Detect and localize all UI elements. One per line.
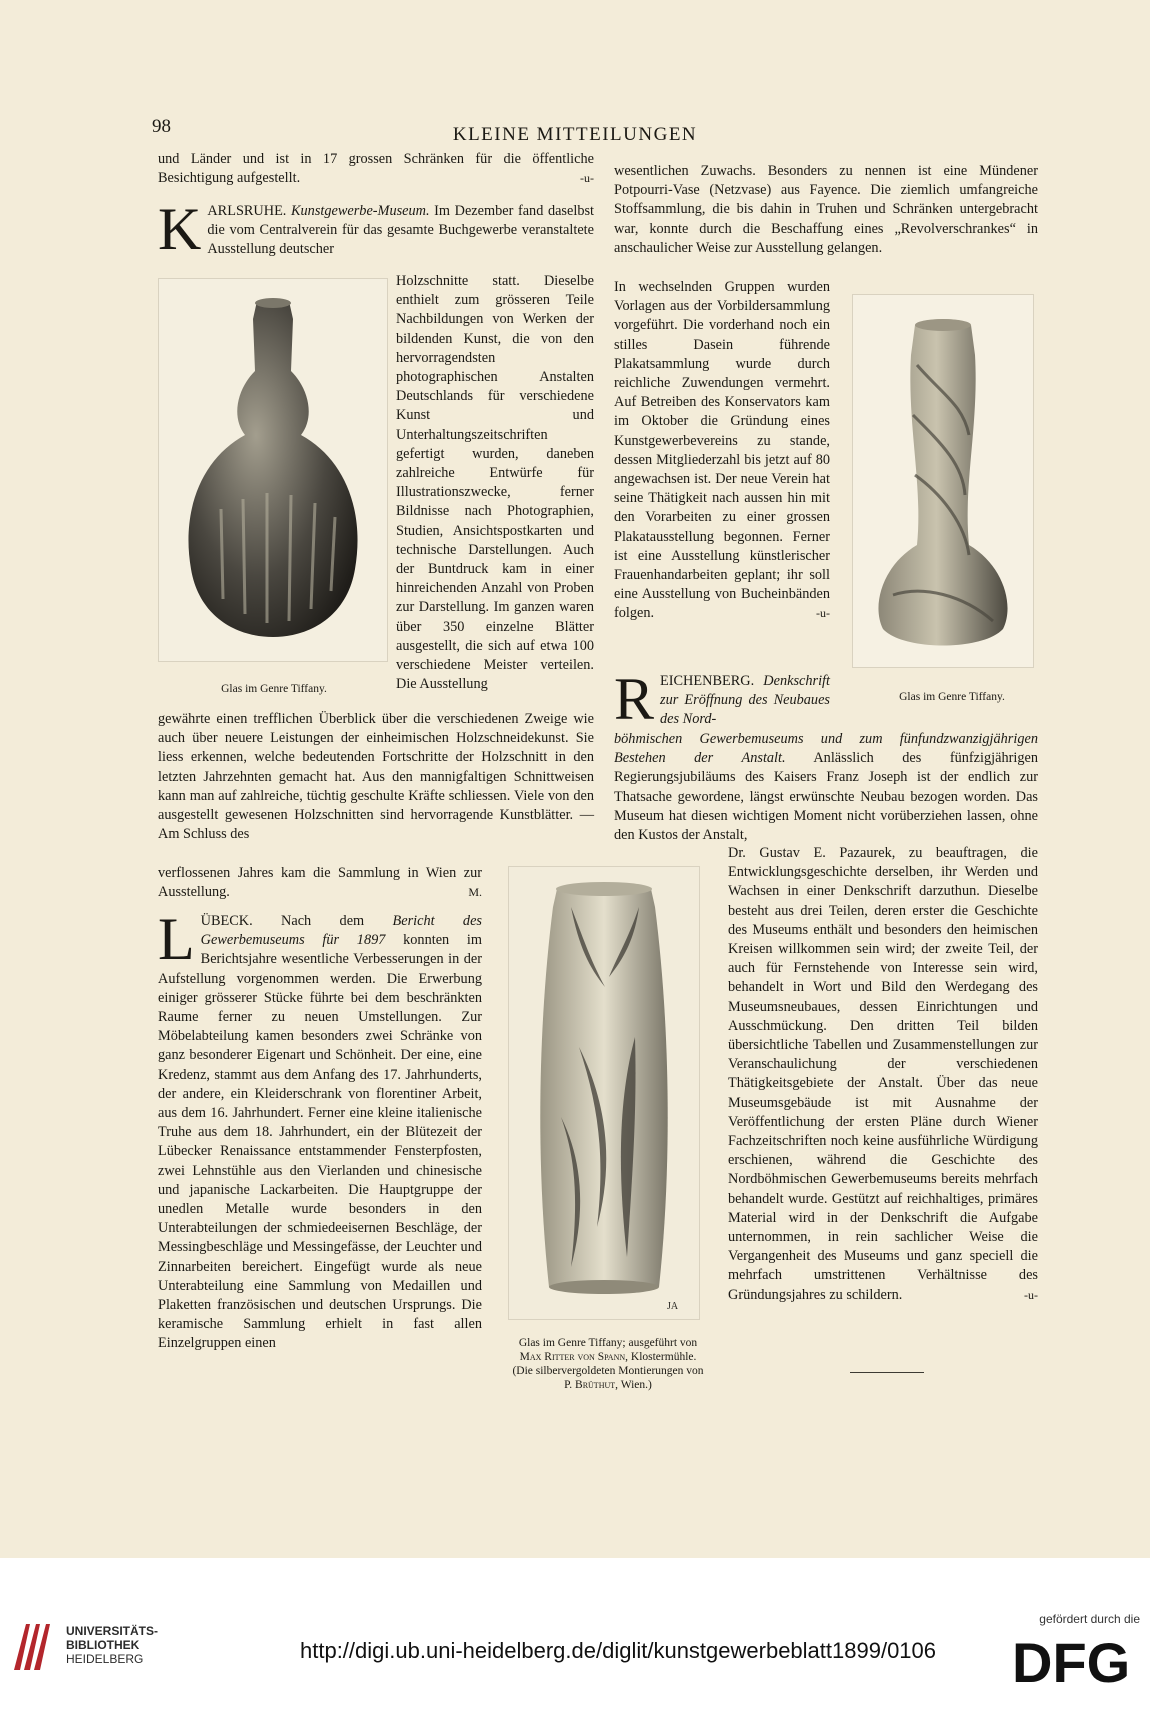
right-text-2: In wechselnden Gruppen wurden Vorlagen aus der Vorbildersammlung vorgeführt. Die vorderhand noch ein stilles Dasein führende Plakatsammlung wurde durch reichliche Zuwendungen vermehrt. Auf Betreiben des Konservators kam im Oktober die Gründung eines Kunstgewerbevereins zu stande, dessen Mitgliederzahl bis jetzt auf 80 angewachsen ist. Der neue Verein hat seine Thätigkeit nach aussen hin mit den Vorarbeiten zu einer grossen Plakatausstellung begonnen. Ferner ist eine Ausstellung künstlerischer Frauenhandarbeiten geplant; ihr soll eine Ausstellung von Bucheinbänden folgen.	[614, 279, 830, 622]
figure-2-caption: Glas im Genre Tiffany.	[899, 691, 1005, 703]
library-line-3: HEIDELBERG	[66, 1652, 144, 1666]
reichenberg-text-a: Anlässlich des fünfzigjährigen Regierungsjubiläums des Kaisers Franz Joseph ist der endlich zur Thatsache gewordene, längst erwünschte Neubau bezogen worden. Das Museum hat diesen wichtigen Moment nicht vorüberziehen lassen, ohne den Kustos der Anstalt,	[614, 750, 1038, 844]
end-rule	[850, 1372, 924, 1373]
figure-3-caption-b: Max Ritter von Spann,	[519, 1351, 629, 1363]
reichenberg-signature: -u-	[1024, 1287, 1038, 1302]
reichenberg-title-b: böhmischen Gewerbemuseums und zum fünfundzwanzigjährigen Bestehen der Anstalt.	[614, 731, 1038, 767]
running-head: KLEINE MITTEILUNGEN	[452, 124, 698, 145]
karlsruhe-paragraph-end	[158, 864, 482, 902]
dfg-logo-text: DFG	[1012, 1631, 1131, 1688]
right-paragraph-wrap	[614, 278, 830, 624]
figure-1-caption: Glas im Genre Tiffany.	[221, 683, 327, 695]
karlsruhe-text-3: gewährte einen trefflichen Überblick über die verschiedenen Zweige wie auch über neuere Leistungen der einheimischen Holzschneidekunst. Sie liess erkennen, welche bedeutenden Fortschritte der Holzschnitt in den letzten Jahrzehnten gemacht hat. Aus den mannigfaltigen Schnittweisen kann man auf zahlreiche, tüchtig geschulte Kräfte schliessen. Viele von den ausgestellt gewesenen Holzschnitten sind hervorragende Kunstblätter. — Am Schluss des	[158, 711, 594, 843]
luebeck-pre: Nach dem	[281, 913, 365, 929]
right-signature-1: -u-	[816, 606, 830, 621]
figure-tiffany-vase-1	[158, 278, 388, 662]
intro-paragraph	[158, 150, 594, 188]
library-line-2: BIBLIOTHEK	[66, 1638, 140, 1652]
luebeck-text: konnten im Berichtsjahre wesentliche Verbesserungen in der Aufstellung vorgenommen werden. Die Erwerbung einiger grösserer Stücke führte bei dem beschränkten Raume ferner zu neuen Umstellungen. Zur Möbelabteilung kamen besonders zwei Schränke von ganz besonderer Eigenart und Schönheit. Der eine, eine Kredenz, stammt aus dem Anfang des 17. Jahrhunderts, der andere, ein Kleiderschrank von florentiner Arbeit, aus dem 16. Jahrhundert. Ferner eine kleine italienische Truhe aus dem 18. Jahrhundert, ein der Blütezeit der Lübecker Renaissance entstammender Fensterpfosten, zwei Lehnstühle aus den Vierlanden und chinesische und japanische Lackarbeiten. Die Hauptgruppe der unedlen Metalle wurde besonders in den Unterabteilungen der schmiedeeisernen Beschläge, der Messingbeschläge und Messingefässe, der Leuchter und Zinnarbeiten bereichert. Eingefügt wurde als neue Unterabteilung eine Sammlung von Medaillen und Plaketten französischen und deutschen Ursprungs. Die keramische Sammlung erhielt in fast allen Einzelgruppen einen	[158, 932, 482, 1352]
twisted-vase-illustration	[853, 295, 1033, 667]
luebeck-title: Bericht des Gewerbemuseums für 1897	[200, 913, 482, 949]
karlsruhe-signature: M.	[468, 885, 482, 900]
figure-3-caption-d: P. Brüthut,	[564, 1379, 619, 1391]
intro-text: und Länder und ist in 17 grossen Schränken für die öffentliche Besichtigung aufgestellt.	[158, 151, 594, 187]
karlsruhe-title: Kunstgewerbe-Museum.	[290, 203, 430, 219]
reichenberg-text-b: Dr. Gustav E. Pazaurek, zu beauftragen, die Entwicklungsgeschichte derselben, ihr Werden und Wachsen in einer Denkschrift darzuthun. Dieselbe besteht aus drei Teilen, deren erster die Geschichte des Museums enthält und besonders den heimischen Kreisen willkommen sein wird; der zweite Teil, der auch für Fernstehende von Interesse sein wird, behandelt in Wort und Bild den Werdegang des Museumsneubaues, dessen Einrichtungen und Ausschmückung. Den dritten Teil bilden übersichtliche Tabellen und Zusammenstellungen zur Veranschaulichung der verschiedenen Thätigkeitsgebiete der Anstalt. Über das neue Museumsgebäude ist mit Ausnahme der Veröffentlichung der ersten Pläne durch Wiener Fachzeitschriften noch keine ausführliche Würdigung erschienen, während die Geschichte des Nordböhmischen Gewerbemuseums bereits mehrfach behandelt wurde. Gestützt auf reichhaltiges, primäres Material wird in der Denkschrift die Aufgabe unternommen, in rein sachlicher Weise die Vergangenheit des Museums und ganz speciell die mehrfach umstrittenen Verhältnisse des Gründungsjahres zu schildern.	[728, 845, 1038, 1303]
right-paragraph-top	[614, 162, 1038, 258]
figure-3-caption	[508, 1336, 708, 1392]
drop-cap-r: R	[614, 666, 655, 732]
university-library-logo-icon	[8, 1620, 58, 1674]
karlsruhe-paragraph-top	[158, 196, 594, 262]
library-line-1: UNIVERSITÄTS-	[66, 1624, 159, 1638]
figure-tiffany-vase-3	[508, 866, 700, 1320]
viewer-footer	[0, 1558, 1150, 1714]
permalink-url[interactable]: http://digi.ub.uni-heidelberg.de/diglit/kunstgewerbeblatt1899/0106	[300, 1638, 937, 1663]
figure-3-caption-a: Glas im Genre Tiffany; ausgeführt von	[518, 1337, 698, 1349]
luebeck-lead: ÜBECK.	[200, 913, 253, 929]
right-text-1: wesentlichen Zuwachs. Besonders zu nennen ist eine Mündener Potpourri-Vase (Netzvase) aus Fayence. Die ziemlich umfangreiche Stoffsammlung, die bis dahin in Truhen und Schränken untergebracht war, konnte durch die Beschaffung eines „Revolverschrankes“ in anschaulicher Weise zur Ausstellung gelangen.	[614, 163, 1038, 256]
library-name	[66, 1624, 158, 1666]
drop-cap-k: K	[158, 196, 202, 262]
figure-3-caption-c: Klostermühle. (Die silbervergoldeten Montierungen von	[512, 1351, 704, 1377]
figure-3-caption-e: Wien.)	[620, 1379, 652, 1391]
reichenberg-paragraph-wrap	[728, 844, 1038, 1305]
figure-tiffany-vase-2	[852, 294, 1034, 668]
karlsruhe-text-4: verflossenen Jahres kam die Sammlung in Wien zur Ausstellung.	[158, 865, 482, 901]
tall-vase-illustration	[509, 867, 699, 1319]
bulbous-vase-illustration	[159, 279, 387, 661]
luebeck-paragraph	[158, 906, 482, 1354]
reichenberg-lead: EICHENBERG.	[660, 673, 755, 689]
reichenberg-paragraph-top	[614, 666, 830, 732]
dfg-logo	[1010, 1630, 1142, 1688]
karlsruhe-text-2: Holzschnitte statt. Dieselbe enthielt zum grösseren Teile Nachbildungen von Werken der bildenden Kunst, die von den hervorragendsten photographischen Anstalten Deutschlands für verschiedene Kunst und Unterhaltungszeitschriften gefertigt wurden, daneben zahlreiche Entwürfe für Illustrationszwecke, ferner Bildnisse nach Photographien, Studien, Ansichtspostkarten und technische Darstellungen. Auch der Buntdruck kam in einer hinreichenden Anzahl von Proben zur Darstellung. Im ganzen waren über 350 einzelne Blätter ausgestellt, die sich auf etwa 100 verschiedene Meister verteilen. Die Ausstellung	[396, 273, 594, 693]
karlsruhe-text-1: Im Dezember fand daselbst die vom Centralverein für das gesamte Buchgewerbe veranstaltete Ausstellung deutscher	[207, 203, 594, 258]
karlsruhe-lead: ARLSRUHE.	[207, 203, 287, 219]
intro-signature: -u-	[580, 171, 594, 186]
drop-cap-l: L	[158, 906, 195, 972]
reichenberg-paragraph-full	[614, 730, 1038, 845]
karlsruhe-paragraph-full	[158, 710, 594, 844]
reichenberg-title-a: Denkschrift zur Eröffnung des Neubaues des Nord-	[660, 673, 830, 728]
sponsor-label: gefördert durch die	[1039, 1612, 1140, 1626]
page-number: 98	[152, 116, 171, 137]
figure-3-monogram: JA	[667, 1301, 679, 1312]
karlsruhe-paragraph-wrap	[396, 272, 594, 694]
